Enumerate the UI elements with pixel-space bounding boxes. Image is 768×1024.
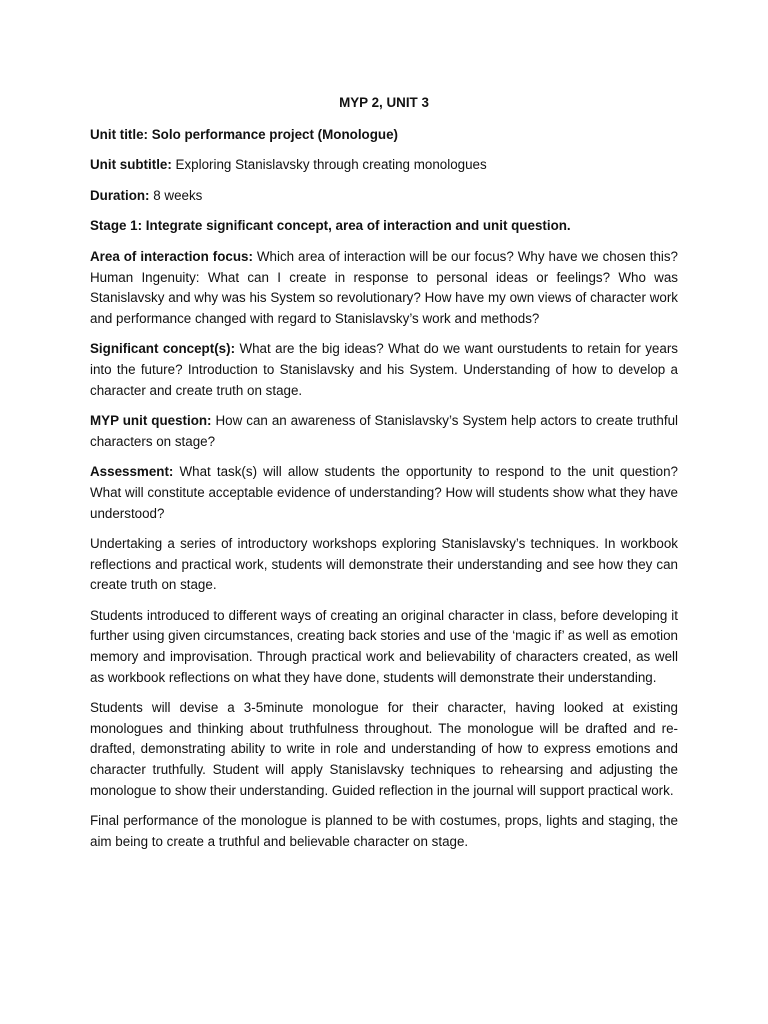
monologue-paragraph: Students will devise a 3-5minute monologue for their character, having looked at existing monologues and thinking about truthfulness throughout. The monologue will be drafted and re-drafted, demonstrating ability to write in role and understanding of how to express emotions and character truthfully. Student will apply Stanislavsky techniques to rehearsing and adjusting the monologue to show their understanding. Guided reflection in the journal will support practical work. [90, 700, 678, 798]
stage-1-heading: Stage 1: Integrate significant concept, area of interaction and unit question. [90, 218, 571, 234]
unit-subtitle-label: Unit subtitle: [90, 157, 172, 173]
assessment-text: What task(s) will allow students the opportunity to respond to the unit question? What will constitute acceptable evidence of understanding? How will students show what they have understood? [90, 464, 678, 521]
duration-text: 8 weeks [149, 187, 203, 203]
unit-subtitle [90, 155, 678, 176]
question-label: MYP unit question: [90, 413, 212, 429]
document-page [90, 93, 678, 862]
concept-text: What are the big ideas? What do we want ourstudents to retain for years into the future? Introduction to Stanislavsky and his System. Understanding of how to develop a character and create truth on stage. [90, 341, 678, 398]
assessment-paragraph [90, 462, 678, 524]
aoi-label: Area of interaction focus: [90, 248, 253, 264]
assessment-label: Assessment: [90, 464, 174, 480]
unit-question-paragraph [90, 411, 678, 452]
duration [90, 186, 678, 207]
duration-label: Duration: [90, 187, 150, 203]
document-title: MYP 2, UNIT 3 [339, 95, 429, 110]
unit-subtitle-text: Exploring Stanislavsky through creating monologues [171, 157, 487, 173]
character-paragraph: Students introduced to different ways of creating an original character in class, before developing it further using given circumstances, creating back stories and use of the ‘magic if’ as well as emotion memory and improvisation. Through practical work and believability of characters created, as well as workbook reflections on what they have done, students will demonstrate their understanding. [90, 607, 678, 685]
aoi-text: Which area of interaction will be our focus? Why have we chosen this? Human Ingenuity: What can I create in response to personal ideas or feelings? Who was Stanislavsky and why was his System so revolutionary? How have my own views of character work and performance changed with regard to Stanislavsky’s work and methods? [90, 248, 679, 326]
question-text: How can an awareness of Stanislavsky’s System help actors to create truthful characters on stage? [90, 413, 678, 449]
area-of-interaction-paragraph [90, 247, 678, 329]
concept-label: Significant concept(s): [90, 341, 236, 357]
final-performance-paragraph: Final performance of the monologue is planned to be with costumes, props, lights and staging, the aim being to create a truthful and believable character on stage. [90, 813, 678, 849]
significant-concept-paragraph [90, 339, 678, 401]
unit-title: Unit title: Solo performance project (Monologue) [90, 126, 398, 142]
workshops-paragraph: Undertaking a series of introductory workshops exploring Stanislavsky’s techniques. In workbook reflections and practical work, students will demonstrate their understanding and see how they can create truth on stage. [90, 536, 678, 593]
